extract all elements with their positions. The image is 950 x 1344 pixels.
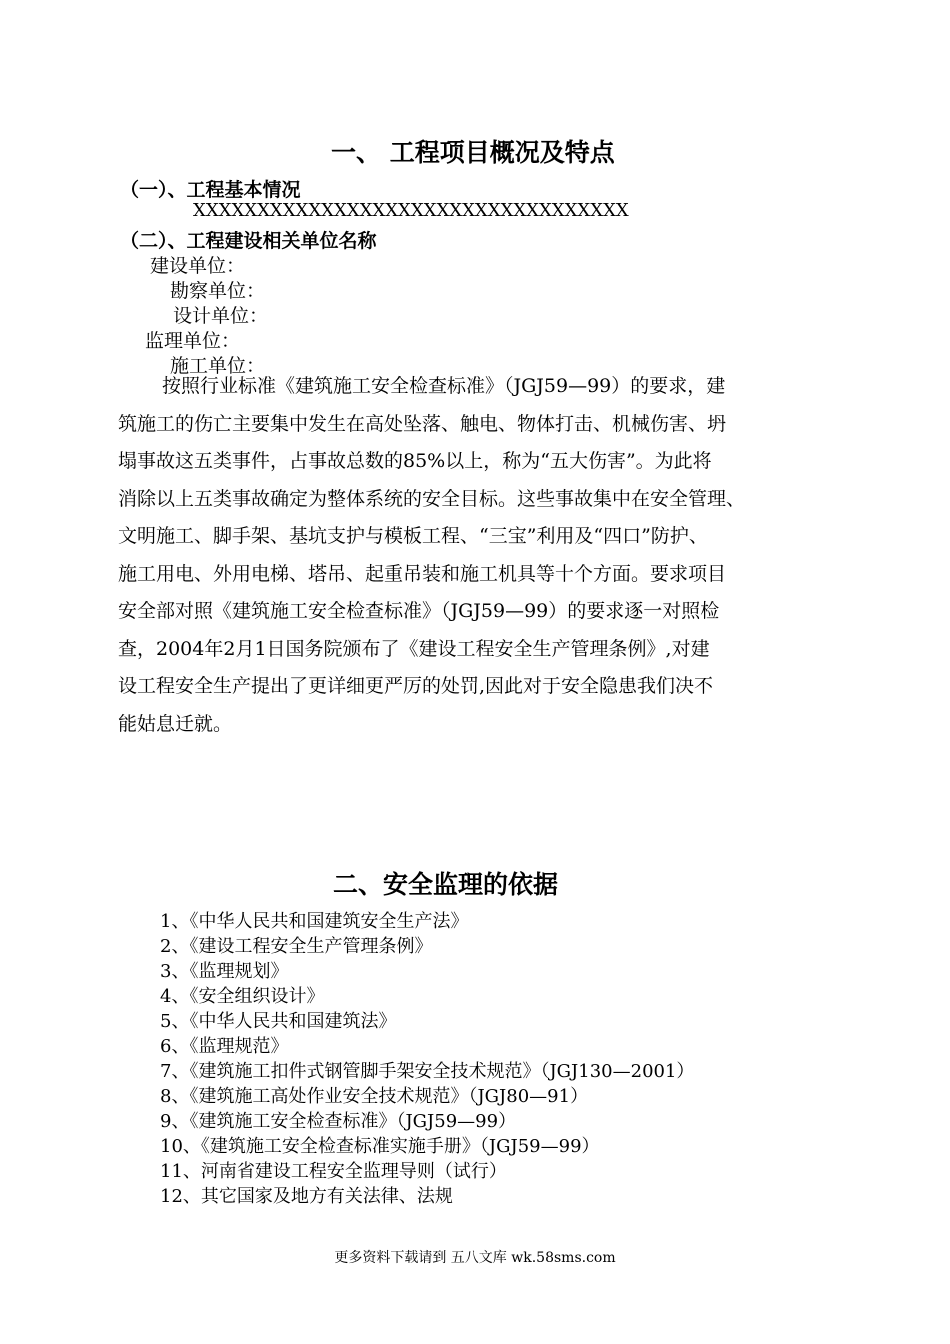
unit-design: 设计单位：	[173, 305, 269, 327]
paragraph-line: 能姑息迁就。	[118, 712, 233, 735]
paragraph-line: 查，2004年2月1日国务院颁布了《建设工程安全生产管理条例》,对建	[118, 637, 710, 660]
reference-item: 11、河南省建设工程安全监理导则（试行）	[160, 1161, 507, 1182]
paragraph-line: 筑施工的伤亡主要集中发生在高处坠落、触电、物体打击、机械伤害、坍	[118, 412, 727, 435]
section1-title: 一、 工程项目概况及特点	[331, 138, 615, 167]
reference-item: 7、《建筑施工扣件式钢管脚手架安全技术规范》（JGJ130—2001）	[160, 1061, 695, 1082]
unit-owner: 建设单位：	[150, 255, 246, 277]
paragraph-line: 设工程安全生产提出了更详细更严厉的处罚,因此对于安全隐患我们决不	[118, 675, 714, 697]
section2-title: 二、安全监理的依据	[333, 870, 559, 899]
section1-sub2: （二）、工程建设相关单位名称	[120, 230, 377, 252]
paragraph-line: 施工用电、外用电梯、塔吊、起重吊装和施工机具等十个方面。要求项目	[118, 562, 727, 585]
reference-item: 4、《安全组织设计》	[160, 986, 325, 1007]
paragraph-line: 文明施工、脚手架、基坑支护与模板工程、“三宝”利用及“四口”防护、	[118, 525, 708, 547]
paragraph-line: 按照行业标准《建筑施工安全检查标准》（JGJ59—99）的要求，建	[162, 375, 726, 397]
unit-survey: 勘察单位：	[170, 280, 266, 302]
reference-item: 5、《中华人民共和国建筑法》	[160, 1011, 397, 1032]
reference-item: 12、其它国家及地方有关法律、法规	[160, 1186, 453, 1207]
footer-link[interactable]: 更多资料下载请到 五八文库 wk.58sms.com	[334, 1250, 616, 1266]
section1-sub1: （一）、工程基本情况	[120, 179, 301, 201]
project-name: XXXXXXXXXXXXXXXXXXXXXXXXXXXXXXXXXX	[193, 200, 629, 221]
unit-construction: 施工单位：	[170, 355, 266, 377]
paragraph-line: 塌事故这五类事件，占事故总数的85%以上，称为“五大伤害”。为此将	[118, 450, 712, 472]
reference-item: 9、《建筑施工安全检查标准》（JGJ59—99）	[160, 1111, 517, 1132]
reference-item: 6、《监理规范》	[160, 1036, 289, 1057]
reference-item: 2、《建设工程安全生产管理条例》	[160, 936, 433, 957]
reference-item: 1、《中华人民共和国建筑安全生产法》	[160, 911, 469, 932]
section1-paragraph	[118, 368, 838, 743]
reference-item: 8、《建筑施工高处作业安全技术规范》（JGJ80—91）	[160, 1086, 589, 1107]
reference-item: 10、《建筑施工安全检查标准实施手册》（JGJ59—99）	[160, 1136, 600, 1157]
paragraph-line: 安全部对照《建筑施工安全检查标准》（JGJ59—99）的要求逐一对照检	[118, 600, 720, 622]
reference-item: 3、《监理规划》	[160, 961, 289, 982]
paragraph-line: 消除以上五类事故确定为整体系统的安全目标。这些事故集中在安全管理、	[118, 487, 746, 510]
unit-supervision: 监理单位：	[145, 330, 241, 352]
